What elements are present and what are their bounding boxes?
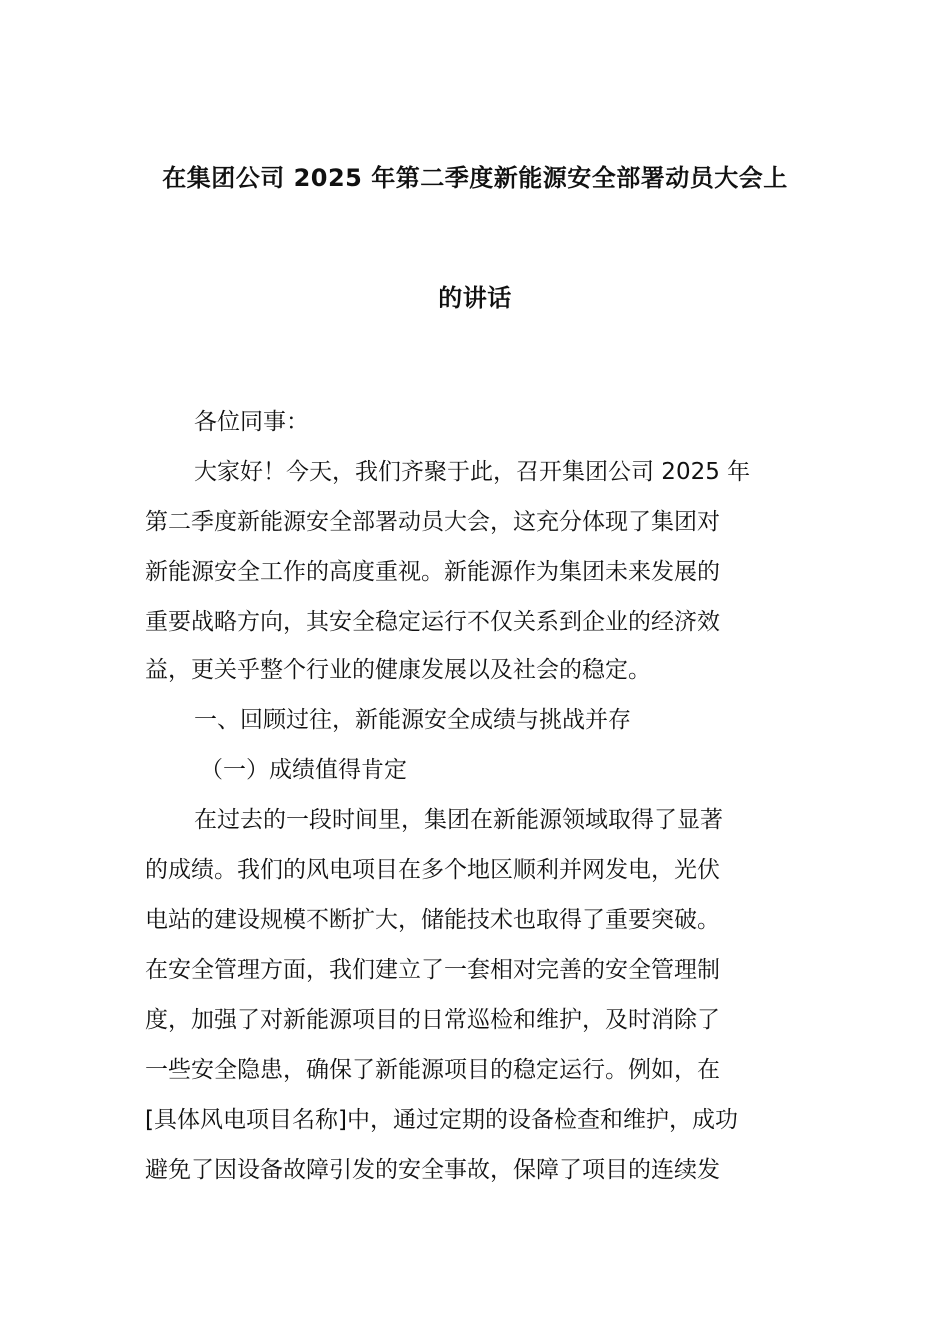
subsection-heading: （一）成绩值得肯定 <box>200 757 407 783</box>
document-title-line-2: 的讲话 <box>438 284 512 312</box>
paragraph-line: 避免了因设备故障引发的安全事故，保障了项目的连续发 <box>145 1157 720 1183</box>
paragraph-line: 一些安全隐患，确保了新能源项目的稳定运行。例如，在 <box>145 1057 720 1083</box>
paragraph-line: 第二季度新能源安全部署动员大会，这充分体现了集团对 <box>145 509 720 535</box>
salutation: 各位同事： <box>194 409 309 435</box>
paragraph-line: 大家好！今天，我们齐聚于此，召开集团公司 2025 年 <box>194 459 751 485</box>
paragraph-line: 在过去的一段时间里，集团在新能源领域取得了显著 <box>194 807 723 833</box>
paragraph-line: [具体风电项目名称]中，通过定期的设备检查和维护，成功 <box>145 1107 738 1133</box>
paragraph-line: 新能源安全工作的高度重视。新能源作为集团未来发展的 <box>145 559 720 585</box>
paragraph-line: 益，更关乎整个行业的健康发展以及社会的稳定。 <box>145 657 651 683</box>
paragraph-line: 重要战略方向，其安全稳定运行不仅关系到企业的经济效 <box>145 609 720 635</box>
paragraph-line: 电站的建设规模不断扩大，储能技术也取得了重要突破。 <box>145 907 720 933</box>
paragraph-line: 度，加强了对新能源项目的日常巡检和维护，及时消除了 <box>145 1007 720 1033</box>
paragraph-line: 的成绩。我们的风电项目在多个地区顺利并网发电，光伏 <box>145 857 720 883</box>
paragraph-line: 在安全管理方面，我们建立了一套相对完善的安全管理制 <box>145 957 720 983</box>
section-heading: 一、回顾过往，新能源安全成绩与挑战并存 <box>194 707 631 733</box>
document-title-line-1: 在集团公司 2025 年第二季度新能源安全部署动员大会上 <box>162 164 788 192</box>
